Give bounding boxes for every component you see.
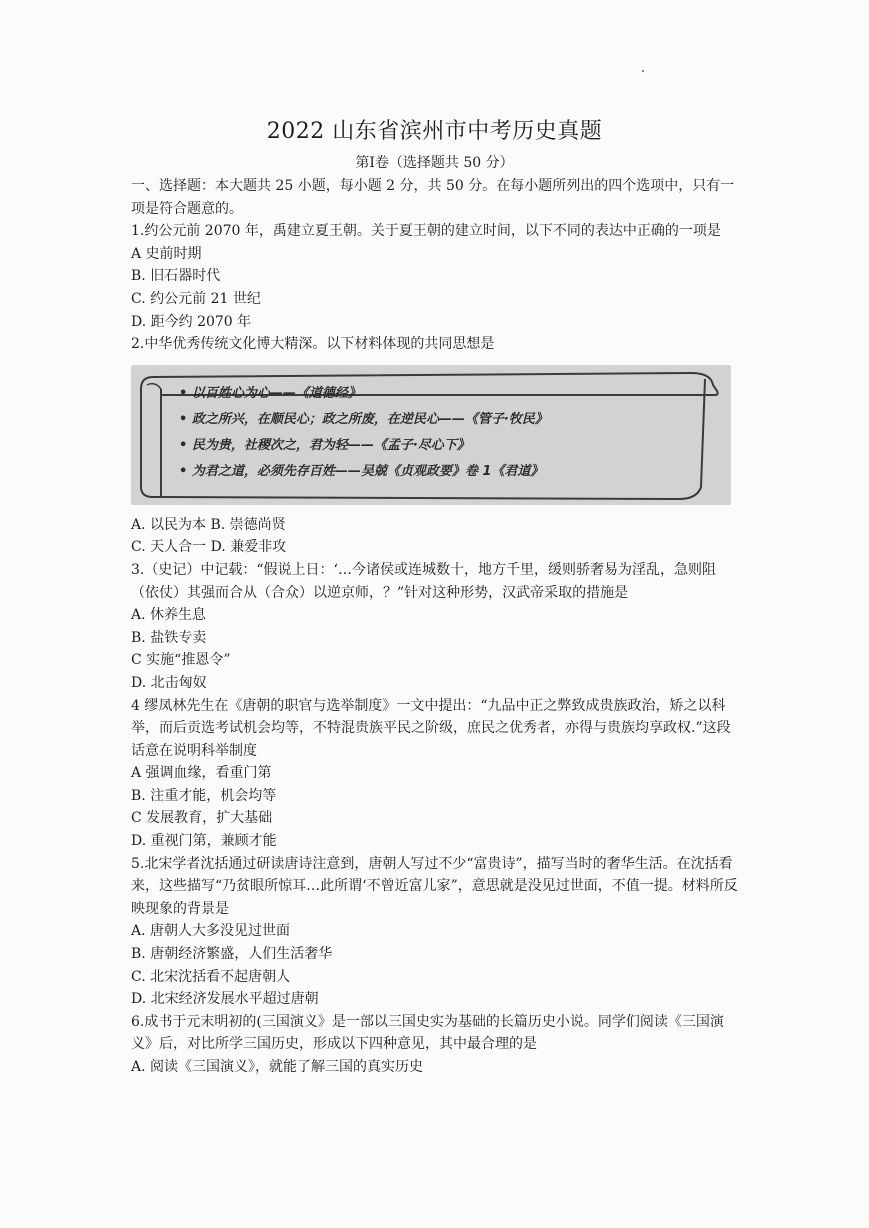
question-1-option-a: A 史前时期 <box>131 245 202 262</box>
question-5-stem: 5.北宋学者沈括通过研读唐诗注意到，唐朝人写过不少“富贵诗”，描写当时的奢华生活。在沈括看来，这些描写“乃贫眼所惊耳…此所谓‘不曾近富儿家”，意思就是没见过世面，不值一提。材料所反映现象的背景是 <box>131 855 738 917</box>
question-1-option-c: C. 约公元前 21 世纪 <box>131 290 261 307</box>
question-1-stem: 1.约公元前 2070 年，禹建立夏王朝。关于夏王朝的建立时间，以下不同的表达中正确的一项是 <box>131 223 721 240</box>
question-4-option-d: D. 重视门第，兼顾才能 <box>131 833 277 850</box>
question-4-option-c: C 发展教育，扩大基础 <box>131 810 273 827</box>
scroll-text <box>179 381 699 485</box>
question-5-option-d: D. 北宋经济发展水平超过唐朝 <box>131 991 319 1008</box>
question-4-option-a: A 强调血缘，看重门第 <box>131 765 272 782</box>
question-1-option-b: B. 旧石器时代 <box>131 268 221 285</box>
page-title: 2022 山东省滨州市中考历史真题 <box>266 119 603 144</box>
question-3-option-c: C 实施“推恩令” <box>131 652 231 669</box>
question-6-stem: 6.成书于元末明初的(三国演义》是一部以三国史实为基础的长篇历史小说。同学们阅读《三国演义》后，对比所学三国历史，形成以下四种意见，其中最合理的是 <box>131 1013 724 1053</box>
instructions: 一、选择题：本大题共 25 小题，每小题 2 分，共 50 分。在每小题所列出的四个选项中，只有一项是符合题意的。 <box>131 178 735 217</box>
question-2-options-ab: A. 以民为本 B. 崇德尚贤 <box>131 516 286 533</box>
question-3-stem: 3.（史记）中记载：“假说上日：‘…今诸侯或连城数十，地方千里，缓则骄奢易为淫乱，急则阻（依仗）其强而合从（合众）以逆京师，？”针对这种形势，汉武帝采取的措施是 <box>131 561 716 601</box>
question-3-option-d: D. 北击匈奴 <box>131 674 207 691</box>
question-body <box>131 175 741 1079</box>
question-3-option-a: A. 休养生息 <box>131 607 207 624</box>
scroll-line: • 为君之道，必须先存百姓——吴兢《贞观政要》卷 1《君道》 <box>179 463 544 479</box>
question-6-option-a: A. 阅读《三国演义》，就能了解三国的真实历史 <box>131 1059 424 1075</box>
section-subtitle: 第Ⅰ卷（选择题共 50 分） <box>355 155 514 171</box>
question-5-option-c: C. 北宋沈括看不起唐朝人 <box>131 968 291 985</box>
scroll-line: • 民为贵，社稷次之，君为轻——《孟子·尽心下》 <box>179 437 470 453</box>
scroll-line: • 以百姓心为心——《道德经》 <box>179 385 361 401</box>
question-4-option-b: B. 注重才能，机会均等 <box>131 787 277 804</box>
question-4-stem: 4 缪凤林先生在《唐朝的职官与选举制度》一文中提出：“九品中正之弊致成贵族政治，矫之以科举，而后贡选考试机会均等，不特混贵族平民之阶级，庶民之优秀者，亦得与贵族均享政权.”这段话意在说明科举制度 <box>131 697 731 759</box>
question-2-stem: 2.中华优秀传统文化博大精深。以下材料体现的共同思想是 <box>131 336 495 353</box>
scroll-material-image <box>131 365 731 505</box>
question-5-option-b: B. 唐朝经济繁盛，人们生活奢华 <box>131 946 333 963</box>
stray-dot <box>642 70 644 72</box>
question-2-options-cd: C. 天人合一 D. 兼爱非攻 <box>131 539 287 556</box>
scroll-line: • 政之所兴，在顺民心；政之所废，在逆民心——《管子·牧民》 <box>179 411 548 427</box>
question-5-option-a: A. 唐朝人大多没见过世面 <box>131 923 291 940</box>
question-3-option-b: B. 盐铁专卖 <box>131 629 207 646</box>
question-1-option-d: D. 距今约 2070 年 <box>131 313 252 330</box>
